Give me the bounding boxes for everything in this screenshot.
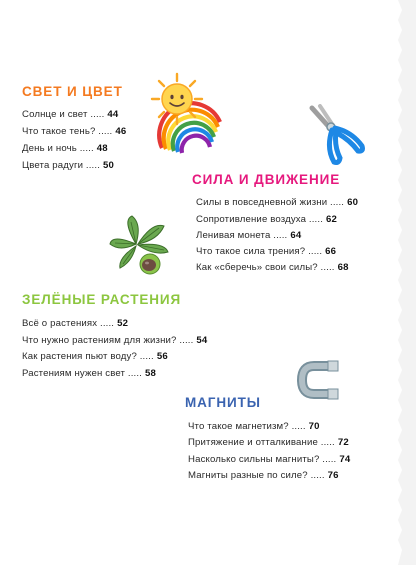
page-number: 48 [96, 143, 108, 154]
page-number: 70 [308, 421, 320, 432]
page-number: 58 [144, 368, 156, 379]
pliers-icon [312, 106, 363, 163]
toc-entry[interactable] [188, 454, 350, 465]
section-title-magnets: МАГНИТЫ [185, 395, 261, 410]
page-number: 62 [326, 214, 337, 225]
entry-text: Растениям нужен свет ..... [22, 368, 142, 379]
section-title-light-color: СВЕТ И ЦВЕТ [22, 84, 123, 99]
toc-entry[interactable] [22, 335, 207, 346]
toc-entry[interactable] [188, 421, 320, 432]
toc-entry[interactable] [196, 246, 336, 257]
entry-text: Магниты разные по силе? ..... [188, 470, 325, 481]
page-number: 46 [115, 126, 127, 137]
entry-text: Цвета радуги ..... [22, 160, 101, 171]
section-title-force-motion: СИЛА И ДВИЖЕНИЕ [192, 172, 341, 187]
page-number: 74 [339, 454, 351, 465]
toc-entry[interactable] [188, 437, 349, 448]
toc-entry[interactable] [196, 197, 358, 208]
page-number: 56 [156, 351, 168, 362]
magnet-icon [302, 361, 338, 399]
chestnut-icon [140, 254, 160, 274]
toc-entry[interactable] [22, 143, 108, 154]
entry-text: Что такое сила трения? ..... [196, 246, 323, 257]
entry-text: Что такое магнетизм? ..... [188, 421, 306, 432]
page-number: 66 [325, 246, 337, 257]
page-number: 64 [290, 230, 302, 241]
toc-entry[interactable] [196, 262, 349, 273]
entry-text: Как растения пьют воду? ..... [22, 351, 154, 362]
page-number: 54 [196, 335, 208, 346]
entry-text: Как «сберечь» свои силы? ..... [196, 262, 335, 273]
toc-entry[interactable] [196, 230, 301, 241]
pliers-illustration [306, 104, 368, 168]
entry-text: Сопротивление воздуха ..... [196, 214, 324, 225]
page-number: 44 [107, 109, 119, 120]
page-number: 52 [117, 318, 129, 329]
chestnut-leaf-illustration [106, 214, 170, 276]
toc-entry[interactable] [22, 318, 128, 329]
entry-text: День и ночь ..... [22, 143, 94, 154]
horseshoe-magnet-illustration [296, 358, 344, 404]
page-number: 76 [327, 470, 339, 481]
page-edge [398, 0, 416, 565]
entry-text: Что такое тень? ..... [22, 126, 113, 137]
page-number: 60 [347, 197, 359, 208]
section-title-green-plants: ЗЕЛЁНЫЕ РАСТЕНИЯ [22, 292, 182, 307]
entry-text: Солнце и свет ..... [22, 109, 105, 120]
toc-entry[interactable] [188, 470, 339, 481]
toc-entry[interactable] [22, 160, 114, 171]
sun-rainbow-illustration [150, 72, 222, 154]
entry-text: Всё о растениях ..... [22, 318, 115, 329]
entry-text: Что нужно растениям для жизни? ..... [22, 335, 194, 346]
toc-entry[interactable] [22, 368, 156, 379]
page-number: 72 [337, 437, 349, 448]
entry-text: Силы в повседневной жизни ..... [196, 197, 345, 208]
page-number: 68 [337, 262, 349, 273]
sun-icon [152, 74, 202, 124]
entry-text: Ленивая монета ..... [196, 230, 288, 241]
entry-text: Притяжение и отталкивание ..... [188, 437, 335, 448]
toc-entry[interactable] [22, 109, 118, 120]
toc-entry[interactable] [22, 126, 126, 137]
toc-entry[interactable] [22, 351, 168, 362]
toc-entry[interactable] [196, 214, 337, 225]
entry-text: Насколько сильны магниты? ..... [188, 454, 337, 465]
page-number: 50 [103, 160, 114, 171]
